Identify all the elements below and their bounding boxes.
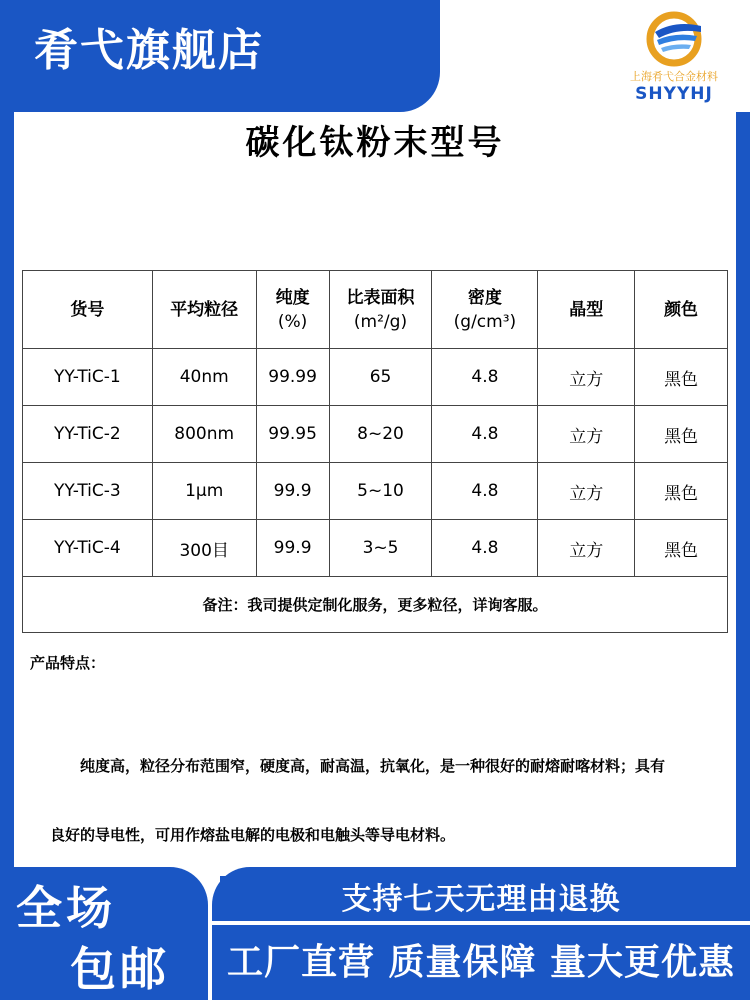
table-cell: 立方 [538,520,635,577]
features-line-1: 纯度高，粒径分布范围窄，硬度高，耐高温，抗氧化，是一种很好的耐熔耐喀材料；具有 [80,757,666,775]
table-cell: 300目 [152,520,256,577]
logo-brand-text: SHYYHJ [635,84,713,104]
table-cell: 99.9 [256,463,329,520]
table-note: 备注：我司提供定制化服务，更多粒径，详询客服。 [23,577,728,633]
table-header-row [23,271,728,349]
header-cell: 纯度 (%) [256,271,329,349]
header-cell: 晶型 [538,271,635,349]
spec-table [22,270,728,633]
table-cell: YY-TiC-4 [23,520,153,577]
table-cell: 4.8 [432,520,538,577]
table-cell: 立方 [538,463,635,520]
table-cell: 4.8 [432,463,538,520]
table-cell: 1μm [152,463,256,520]
table-row [23,349,728,406]
table-cell: 立方 [538,406,635,463]
table-row [23,520,728,577]
page-title: 碳化钛粉末型号 [245,123,505,163]
table-cell: 黑色 [635,463,728,520]
table-cell: YY-TiC-1 [23,349,153,406]
header-cell: 颜色 [635,271,728,349]
table-cell: 99.9 [256,520,329,577]
header-cell: 比表面积 (m²/g) [329,271,432,349]
table-cell: 黑色 [635,520,728,577]
brand-logo [615,10,733,108]
table-cell: 99.95 [256,406,329,463]
return-policy-text: 支持七天无理由退换 [341,882,621,917]
table-cell: 65 [329,349,432,406]
table-cell: 黑色 [635,349,728,406]
header-cell: 密度 (g/cm³) [432,271,538,349]
table-cell: 4.8 [432,349,538,406]
features-line-2: 良好的导电性，可用作熔盐电解的电极和电触头等导电材料。 [50,826,456,844]
shop-name: 肴弋旗舰店 [34,25,264,76]
table-cell: 黑色 [635,406,728,463]
logo-company-name: 上海肴弋合金材料 [630,70,718,83]
table-cell: YY-TiC-2 [23,406,153,463]
table-cell: 4.8 [432,406,538,463]
table-row [23,463,728,520]
table-cell: 5~10 [329,463,432,520]
features-title: 产品特点： [30,654,106,672]
table-cell: 40nm [152,349,256,406]
free-shipping-text-1: 全场 [16,881,116,935]
table-cell: 800nm [152,406,256,463]
features-paragraph [30,752,726,781]
free-shipping-text-2: 包邮 [70,942,170,996]
promo-text: 工厂直营 质量保障 量大更优惠 [226,942,736,983]
table-cell: 8~20 [329,406,432,463]
table-row [23,406,728,463]
swirl-logo-icon [645,10,703,68]
table-cell: 立方 [538,349,635,406]
table-cell: 99.99 [256,349,329,406]
table-note-row [23,577,728,633]
header-cell: 货号 [23,271,153,349]
header-cell: 平均粒径 [152,271,256,349]
footer-separator [212,921,750,925]
table-cell: YY-TiC-3 [23,463,153,520]
table-cell: 3~5 [329,520,432,577]
